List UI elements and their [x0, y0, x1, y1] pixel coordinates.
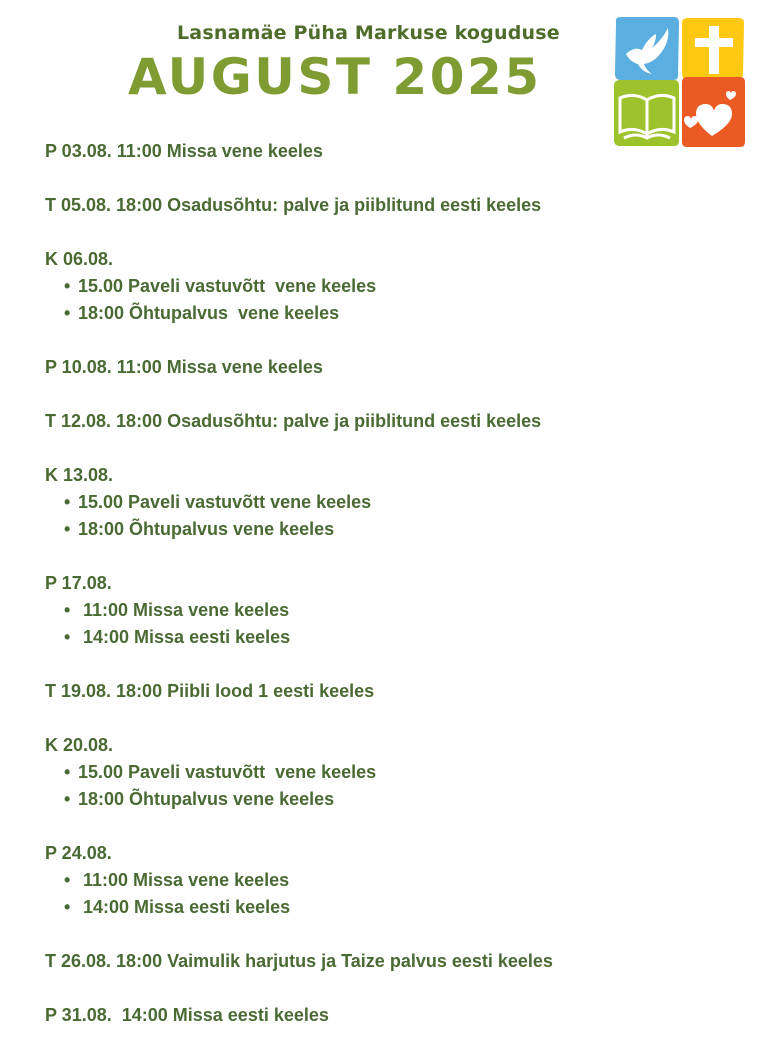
parish-logo: [612, 16, 746, 148]
entry-heading: P 03.08. 11:00 Missa vene keeles: [45, 141, 323, 161]
list-item: • 18:00 Õhtupalvus vene keeles: [64, 519, 335, 539]
list-item: • 18:00 Õhtupalvus vene keeles: [64, 789, 335, 809]
entry-items: [45, 489, 745, 543]
list-item: • 15.00 Paveli vastuvõtt vene keeles: [64, 492, 372, 512]
entry-heading: T 19.08. 18:00 Piibli lood 1 eesti keeles: [45, 681, 375, 701]
schedule-entry: [45, 408, 745, 435]
entry-heading: T 12.08. 18:00 Osadusõhtu: palve ja piiblitund eesti keeles: [45, 411, 542, 431]
list-item: • 11:00 Missa vene keeles: [64, 600, 290, 620]
entry-heading: P 17.08.: [45, 573, 112, 593]
list-item: • 14:00 Missa eesti keeles: [64, 897, 291, 917]
open-book-icon: [614, 80, 679, 146]
entry-heading: P 31.08. 14:00 Missa eesti keeles: [45, 1005, 329, 1025]
entry-heading: K 13.08.: [45, 465, 114, 485]
schedule-entry: [45, 462, 745, 543]
entry-heading: P 10.08. 11:00 Missa vene keeles: [45, 357, 323, 377]
entry-items: [45, 759, 745, 813]
entry-items: [45, 867, 745, 921]
list-item: • 14:00 Missa eesti keeles: [64, 627, 291, 647]
list-item: • 15.00 Paveli vastuvõtt vene keeles: [64, 762, 377, 782]
entry-heading: T 26.08. 18:00 Vaimulik harjutus ja Taize palvus eesti keeles: [45, 951, 553, 971]
page-title: AUGUST 2025: [128, 48, 542, 106]
schedule-list: [45, 138, 745, 1056]
entry-heading: K 20.08.: [45, 735, 114, 755]
schedule-entry: [45, 192, 745, 219]
schedule-entry: [45, 246, 745, 327]
list-item: • 18:00 Õhtupalvus vene keeles: [64, 303, 340, 323]
parish-name: Lasnamäe Püha Markuse koguduse: [177, 22, 560, 44]
schedule-entry: [45, 840, 745, 921]
dove-icon: [615, 17, 679, 80]
schedule-entry: [45, 1002, 745, 1029]
schedule-entry: [45, 732, 745, 813]
entry-items: [45, 597, 745, 651]
entry-heading: T 05.08. 18:00 Osadusõhtu: palve ja piiblitund eesti keeles: [45, 195, 542, 215]
hearts-icon: [682, 77, 745, 147]
list-item: • 15.00 Paveli vastuvõtt vene keeles: [64, 276, 377, 296]
schedule-entry: [45, 570, 745, 651]
schedule-entry: [45, 354, 745, 381]
schedule-entry: [45, 678, 745, 705]
schedule-entry: [45, 948, 745, 975]
entry-items: [45, 273, 745, 327]
entry-heading: K 06.08.: [45, 249, 114, 269]
schedule-entry: [45, 138, 745, 165]
entry-heading: P 24.08.: [45, 843, 112, 863]
list-item: • 11:00 Missa vene keeles: [64, 870, 290, 890]
cross-icon: [682, 18, 744, 79]
